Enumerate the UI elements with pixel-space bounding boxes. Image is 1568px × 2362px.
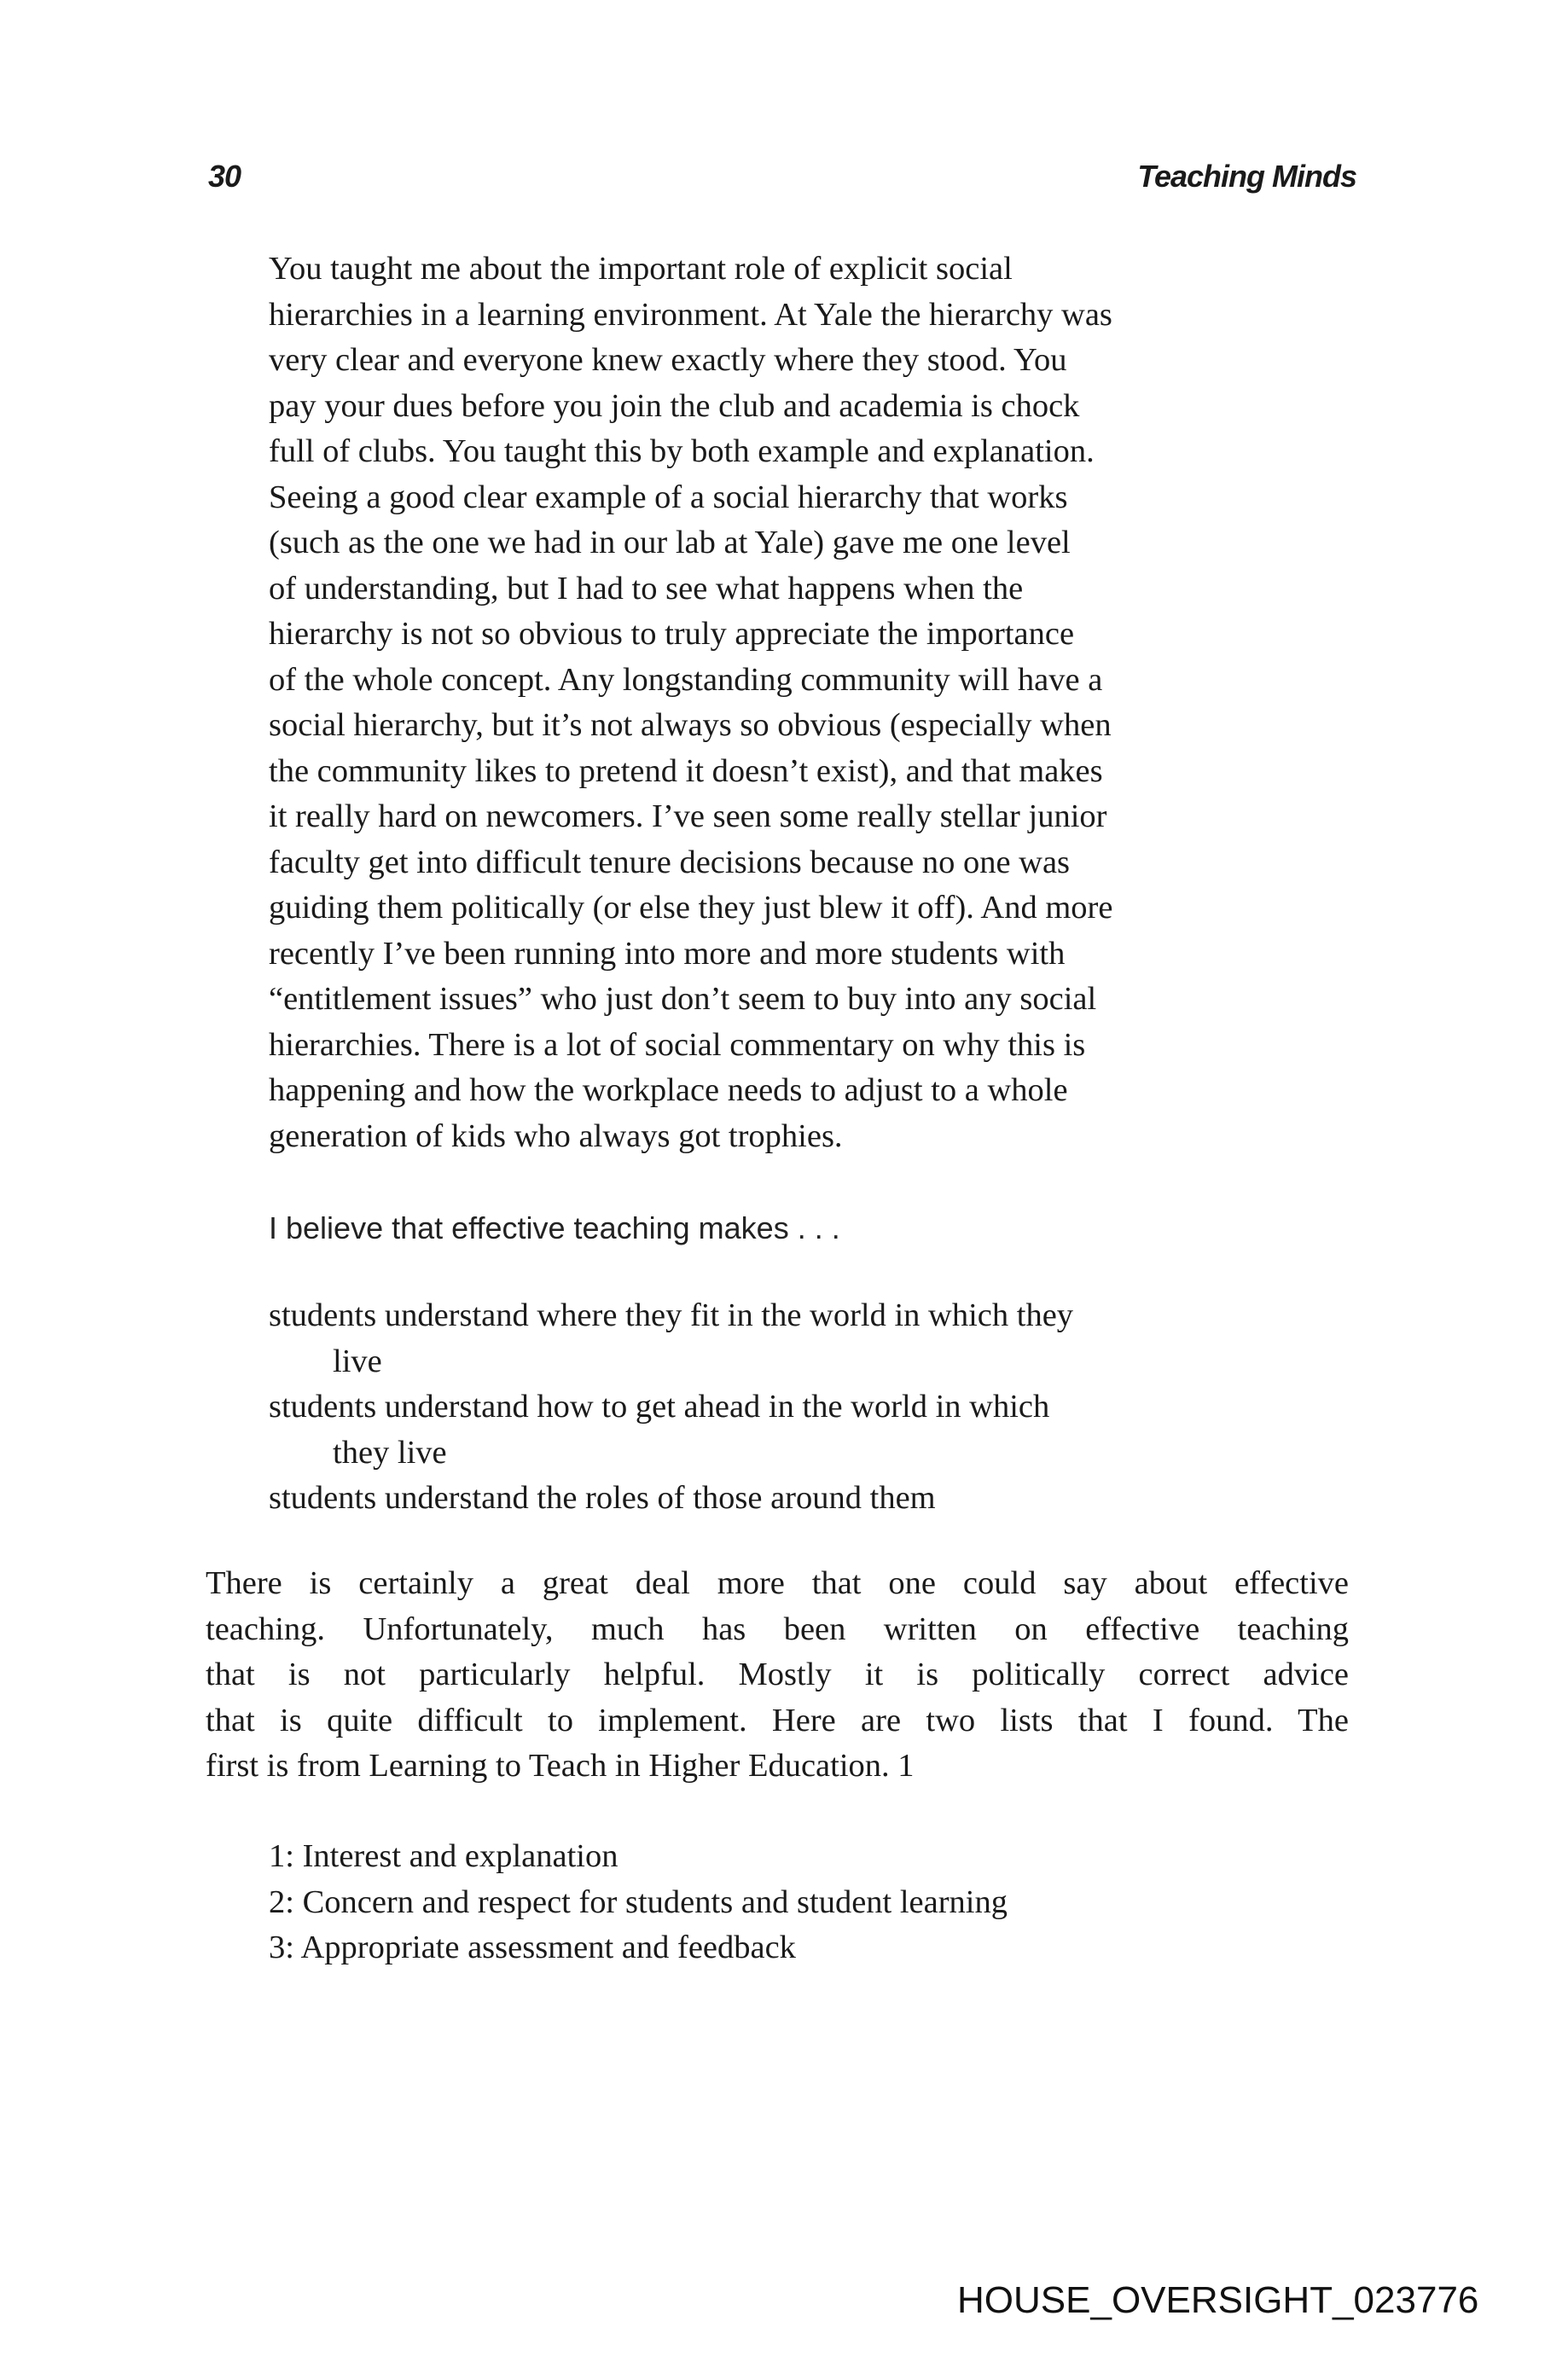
quote-line: of understanding, but I had to see what happens when the: [269, 570, 1024, 606]
quote-line: guiding them politically (or else they just blew it off). And more: [269, 890, 1113, 926]
quote-line: very clear and everyone knew exactly where they stood. You: [269, 342, 1067, 378]
quote-line: hierarchies in a learning environment. At Yale the hierarchy was: [269, 296, 1112, 333]
paragraph-line: There is certainly a great deal more that one could say about effective: [206, 1565, 1349, 1601]
quote-line: the community likes to pretend it doesn’t exist), and that makes: [269, 752, 1103, 789]
block-quote: [269, 247, 1112, 1159]
belief-list-item: they live: [333, 1434, 447, 1471]
quote-line: faculty get into difficult tenure decisions because no one was: [269, 844, 1071, 880]
quote-line: (such as the one we had in our lab at Yale) gave me one level: [269, 525, 1071, 560]
quote-line: Seeing a good clear example of a social hierarchy that works: [269, 479, 1068, 515]
quote-line: “entitlement issues” who just don’t seem to buy into any social: [269, 981, 1097, 1017]
belief-prompt: I believe that effective teaching makes . . .: [269, 1210, 840, 1245]
body-paragraph: [206, 1561, 1349, 1790]
paragraph-line: teaching. Unfortunately, much has been written on effective teaching: [206, 1610, 1349, 1647]
bates-number: HOUSE_OVERSIGHT_023776: [957, 2279, 1479, 2321]
list-item: 2: Concern and respect for students and student learning: [269, 1883, 1008, 1920]
quote-line: hierarchies. There is a lot of social commentary on why this is: [269, 1026, 1086, 1063]
quote-line: social hierarchy, but it’s not always so obvious (especially when: [269, 707, 1112, 743]
list-item: 3: Appropriate assessment and feedback: [269, 1930, 796, 1965]
belief-list-item: students understand the roles of those around them: [269, 1480, 936, 1516]
belief-list-item: students understand where they fit in the world in which they: [269, 1297, 1074, 1333]
numbered-list: [269, 1834, 1008, 1971]
quote-line: recently I’ve been running into more and more students with: [269, 935, 1066, 972]
page-number: 30: [208, 159, 241, 194]
belief-list-item: students understand how to get ahead in the world in which: [269, 1389, 1050, 1425]
quote-line: hierarchy is not so obvious to truly appreciate the importance: [269, 616, 1075, 652]
quote-line: happening and how the workplace needs to adjust to a whole: [269, 1072, 1068, 1108]
quote-line: it really hard on newcomers. I’ve seen some really stellar junior: [269, 798, 1107, 834]
quote-line: full of clubs. You taught this by both example and explanation.: [269, 433, 1095, 469]
quote-line: of the whole concept. Any longstanding community will have a: [269, 661, 1103, 698]
belief-list: [269, 1293, 1073, 1522]
paragraph-line: that is quite difficult to implement. Here are two lists that I found. The: [206, 1702, 1349, 1738]
paragraph-line: first is from Learning to Teach in Higher Education. 1: [206, 1748, 915, 1784]
paragraph-line: that is not particularly helpful. Mostly it is politically correct advice: [206, 1657, 1349, 1692]
belief-list-item: live: [333, 1343, 382, 1379]
quote-line: You taught me about the important role of explicit social: [269, 251, 1013, 287]
running-title: Teaching Minds: [1137, 159, 1356, 194]
quote-line: pay your dues before you join the club and academia is chock: [269, 387, 1080, 424]
list-item: 1: Interest and explanation: [269, 1838, 618, 1874]
quote-line: generation of kids who always got trophies.: [269, 1117, 843, 1154]
